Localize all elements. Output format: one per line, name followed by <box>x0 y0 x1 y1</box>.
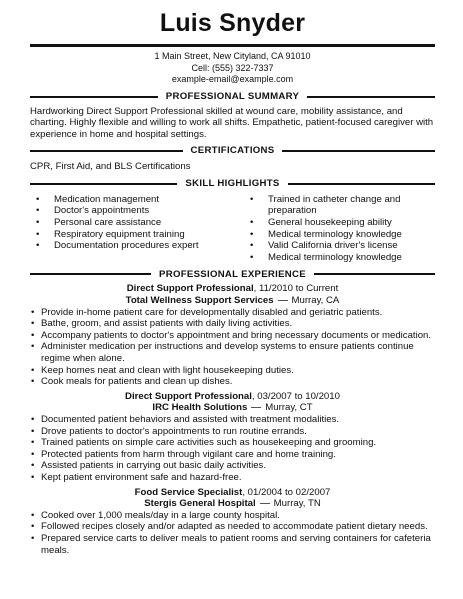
skill-item: • Doctor's appointments <box>34 205 248 217</box>
skill-item: • Documentation procedures expert <box>34 240 248 252</box>
job-header <box>30 391 435 414</box>
dash-separator <box>251 407 261 408</box>
heading-rule <box>282 150 435 152</box>
skills-heading <box>30 178 435 190</box>
skill-item: • General housekeeping ability <box>248 217 435 229</box>
skill-item: • Respiratory equipment training <box>34 229 248 241</box>
skills-right-column <box>248 194 435 264</box>
dash-separator <box>278 300 288 301</box>
job-role: Direct Support Professional <box>126 283 254 295</box>
skill-item: • Medical terminology knowledge <box>248 229 435 241</box>
section-title: PROFESSIONAL SUMMARY <box>165 90 300 102</box>
job-company: Total Wellness Support Services <box>125 295 274 307</box>
job-dates: , 01/2004 to 02/2007 <box>242 486 331 498</box>
job-dates: , 03/2007 to 10/2010 <box>251 390 340 402</box>
skills-left-column <box>34 194 248 264</box>
job-bullet: • Protected patients from harm through vigilant care and home training. <box>30 449 435 461</box>
heading-rule <box>314 273 435 275</box>
summary-text: Hardworking Direct Support Professional skilled at wound care, mobility assistance, and charting. Highly flexible and willing to work all shifts. Empathetic, patient-focused caregiver with experience in home and hospital settings. <box>30 105 434 140</box>
section-title: PROFESSIONAL EXPERIENCE <box>159 268 306 280</box>
skill-item: • Personal care assistance <box>34 217 248 229</box>
name-divider <box>30 44 435 47</box>
job-header <box>30 283 435 306</box>
job-bullets <box>30 307 435 388</box>
job-bullet: • Assisted patients in carrying out basic daily activities. <box>30 460 435 472</box>
job-company: IRC Health Solutions <box>152 402 248 414</box>
job-bullet: • Cooked over 1,000 meals/day in a large county hospital. <box>30 510 435 522</box>
job-bullet: • Documented patient behaviors and assisted with treatment modalities. <box>30 414 435 426</box>
certifications-text: CPR, First Aid, and BLS Certifications <box>30 161 191 173</box>
heading-rule <box>30 96 158 98</box>
certifications-heading <box>30 145 435 157</box>
heading-rule <box>30 150 183 152</box>
job-bullet: • Bathe, groom, and assist patients with daily living activities. <box>30 318 435 330</box>
dash-separator <box>260 503 270 504</box>
job-bullets <box>30 414 435 484</box>
job-bullet: • Prepared service carts to deliver meals to patient rooms and serving containers for cafeteria meals. <box>30 533 435 556</box>
job-bullet: • Cook meals for patients and clean up dishes. <box>30 376 435 388</box>
job-header <box>30 487 435 510</box>
job-company: Stergis General Hospital <box>144 498 256 510</box>
heading-rule <box>30 183 177 185</box>
job-bullet: • Accompany patients to doctor's appointment and bring necessary documents or medication. <box>30 330 435 342</box>
address-line: 1 Main Street, New Cityland, CA 91010 <box>154 51 311 61</box>
skill-item: • Medication management <box>34 194 248 206</box>
job-bullet: • Drove patients to doctor's appointments to run routine errands. <box>30 426 435 438</box>
job-dates: , 11/2010 to Current <box>253 283 339 295</box>
job-bullet: • Followed recipes closely and/or adapted as needed to accommodate patient dietary needs. <box>30 521 435 533</box>
job-bullet: • Administer medication per instructions and develop systems to ensure patients continue regime when alone. <box>30 341 435 364</box>
job-bullet: • Kept patient environment safe and hazard-free. <box>30 472 435 484</box>
skill-item: • Trained in catheter change and preparation <box>248 194 435 217</box>
experience-heading <box>30 268 435 280</box>
heading-rule <box>307 96 435 98</box>
contact-block <box>30 51 435 86</box>
skill-item: • Medical terminology knowledge <box>248 252 435 264</box>
heading-rule <box>30 273 151 275</box>
job-bullet: • Provide in-home patient care for developmentally disabled and geriatric patients. <box>30 307 435 319</box>
email-line: example-email@example.com <box>171 74 294 84</box>
job-location: Murray, CA <box>291 295 340 307</box>
section-title: CERTIFICATIONS <box>190 145 275 157</box>
job-role: Food Service Specialist <box>134 486 243 498</box>
job-bullet: • Trained patients on simple care activities such as housekeeping and grooming. <box>30 437 435 449</box>
heading-rule <box>288 183 435 185</box>
job-role: Direct Support Professional <box>125 390 252 402</box>
skill-item: • Valid California driver's license <box>248 240 435 252</box>
candidate-name: Luis Snyder <box>159 9 306 37</box>
summary-heading <box>30 91 435 103</box>
section-title: SKILL HIGHLIGHTS <box>185 178 280 190</box>
phone-line: Cell: (555) 322-7337 <box>191 62 274 73</box>
job-bullets <box>30 510 435 556</box>
job-location: Murray, CT <box>265 402 313 414</box>
job-location: Murray, TN <box>273 498 321 510</box>
job-bullet: • Keep homes neat and clean with light housekeeping duties. <box>30 365 435 377</box>
skills-list <box>30 194 435 264</box>
